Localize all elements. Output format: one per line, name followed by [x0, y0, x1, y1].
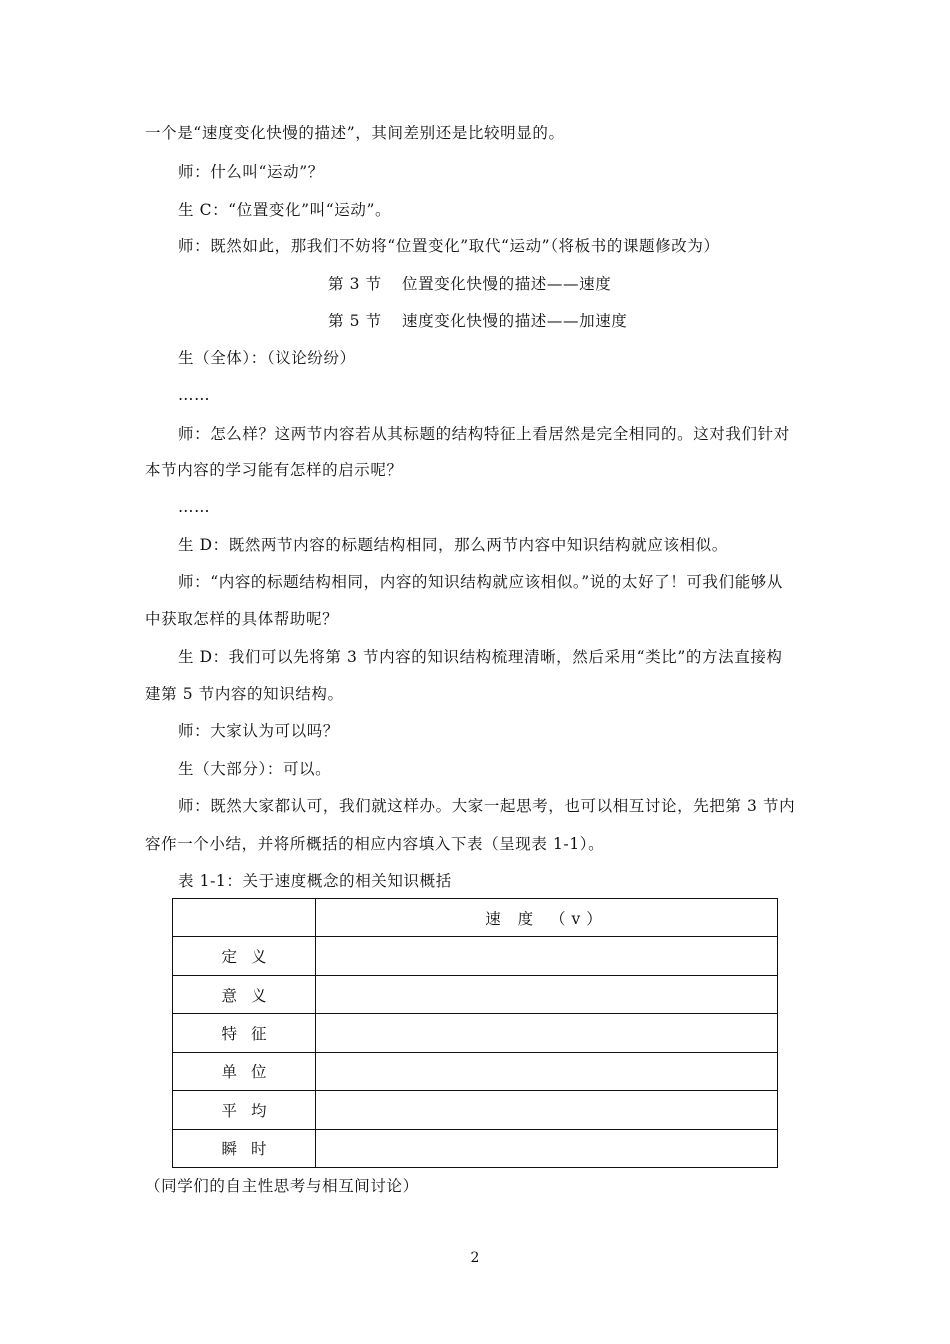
- paragraph-line: 生 D：我们可以先将第 3 节内容的知识结构梳理清晰，然后采用“类比”的方法直接构: [178, 648, 783, 666]
- paragraph-line: 师：既然如此，那我们不妨将“位置变化”取代“运动”（将板书的课题修改为）: [178, 237, 720, 255]
- row-blank-cell[interactable]: [316, 937, 778, 975]
- paragraph-line: 中获取怎样的具体帮助呢？: [145, 610, 339, 628]
- table-row: [173, 975, 778, 1013]
- discussion-note: （同学们的自主性思考与相互间讨论）: [145, 1177, 419, 1195]
- row-label: 定义: [173, 937, 316, 975]
- paragraph-line: 一个是“速度变化快慢的描述”，其间差别还是比较明显的。: [145, 124, 565, 142]
- paragraph-line: 师：“内容的标题结构相同，内容的知识结构就应该相似。”说的太好了！可我们能够从: [178, 573, 784, 591]
- velocity-summary-table: [172, 898, 778, 1168]
- row-blank-cell[interactable]: [316, 1129, 778, 1167]
- section-number: 第 3 节: [328, 275, 382, 293]
- row-blank-cell[interactable]: [316, 1091, 778, 1129]
- paragraph-line: 生 C：“位置变化”叫“运动”。: [178, 201, 392, 219]
- paragraph-line: 师：什么叫“运动”？: [178, 163, 324, 181]
- table-row: [173, 1129, 778, 1167]
- paragraph-line: 生 D：既然两节内容的标题结构相同，那么两节内容中知识结构就应该相似。: [178, 536, 728, 554]
- paragraph-line: 建第 5 节内容的知识结构。: [145, 685, 344, 703]
- table-row: [173, 937, 778, 975]
- paragraph-line: 师：既然大家都认可，我们就这样办。大家一起思考，也可以相互讨论，先把第 3 节内: [178, 797, 796, 815]
- row-label: 瞬时: [173, 1129, 316, 1167]
- table-header-cell: 速 度 （v）: [316, 899, 778, 937]
- paragraph-line: 容作一个小结，并将所概括的相应内容填入下表（呈现表 1-1）。: [145, 835, 605, 853]
- paragraph-line: 生（大部分）：可以。: [178, 760, 332, 778]
- ellipsis-line: ……: [178, 498, 211, 516]
- ellipsis-line: ……: [178, 386, 211, 404]
- paragraph-line: 生（全体）：（议论纷纷）: [178, 349, 356, 367]
- table-header-row: [173, 899, 778, 937]
- paragraph-line: 本节内容的学习能有怎样的启示呢？: [145, 461, 403, 479]
- row-label: 单位: [173, 1052, 316, 1090]
- row-blank-cell[interactable]: [316, 1052, 778, 1090]
- paragraph-line: 师：大家认为可以吗？: [178, 722, 340, 740]
- row-blank-cell[interactable]: [316, 1014, 778, 1052]
- page-number: 2: [470, 1250, 480, 1266]
- section-heading: [328, 274, 611, 294]
- section-number: 第 5 节: [328, 312, 382, 330]
- section-title: 速度变化快慢的描述——加速度: [402, 312, 628, 330]
- row-blank-cell[interactable]: [316, 975, 778, 1013]
- table-corner-cell: [173, 899, 316, 937]
- table-row: [173, 1091, 778, 1129]
- table-caption: 表 1-1：关于速度概念的相关知识概括: [178, 872, 452, 890]
- table-row: [173, 1052, 778, 1090]
- row-label: 特征: [173, 1014, 316, 1052]
- section-heading: [328, 311, 627, 331]
- row-label: 平均: [173, 1091, 316, 1129]
- paragraph-line: 师：怎么样？这两节内容若从其标题的结构特征上看居然是完全相同的。这对我们针对: [178, 425, 790, 443]
- section-title: 位置变化快慢的描述——速度: [402, 275, 612, 293]
- table-row: [173, 1014, 778, 1052]
- row-label: 意义: [173, 975, 316, 1013]
